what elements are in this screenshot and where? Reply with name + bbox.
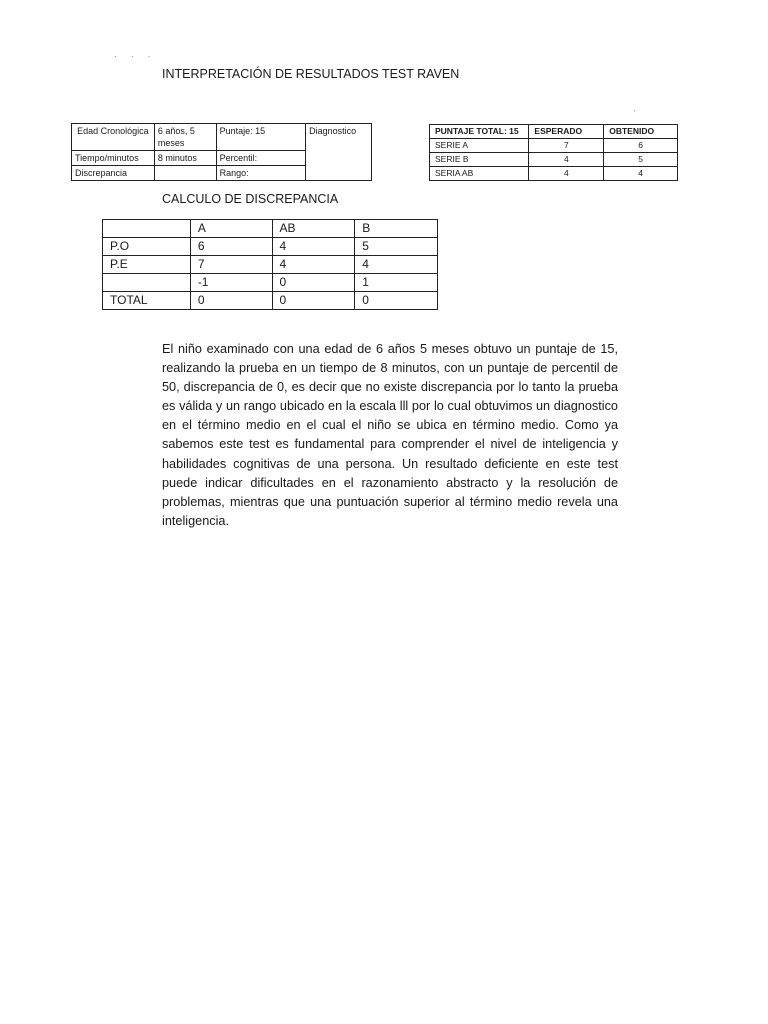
discrepancy-cell: 0 [355, 292, 438, 310]
scan-tick-mark: ' [634, 110, 636, 117]
puntaje-cell: Puntaje: 15 [216, 124, 306, 151]
discrepancy-table [102, 219, 438, 310]
series-esperado-cell: 4 [529, 153, 604, 167]
discrepancy-cell: -1 [190, 274, 272, 292]
discrepancy-cell: 4 [272, 256, 355, 274]
tiempo-value-cell: 8 minutos [154, 151, 216, 166]
series-row [430, 153, 678, 167]
discrepancy-cell: 0 [272, 292, 355, 310]
series-name-cell: SERIE A [430, 139, 529, 153]
series-name-cell: SERIA AB [430, 167, 529, 181]
summary-table [71, 123, 372, 181]
discrepancy-cell: 0 [190, 292, 272, 310]
discrepancy-row [103, 238, 438, 256]
discrepancy-title: CALCULO DE DISCREPANCIA [162, 192, 339, 206]
discrepancia-label-cell: Discrepancia [72, 166, 155, 181]
discrepancy-row-label: P.O [103, 238, 191, 256]
discrepancy-cell: 7 [190, 256, 272, 274]
discrepancy-cell: 1 [355, 274, 438, 292]
series-esperado-cell: 7 [529, 139, 604, 153]
discrepancy-row-label [103, 274, 191, 292]
discrepancy-cell: 0 [272, 274, 355, 292]
document-title: INTERPRETACIÓN DE RESULTADOS TEST RAVEN [162, 67, 460, 81]
discrepancy-cell: 4 [272, 238, 355, 256]
series-header-obtenido: OBTENIDO [604, 125, 678, 139]
series-obtenido-cell: 5 [604, 153, 678, 167]
discrepancy-header-a: A [190, 220, 272, 238]
series-esperado-cell: 4 [529, 167, 604, 181]
series-header-esperado: ESPERADO [529, 125, 604, 139]
series-obtenido-cell: 6 [604, 139, 678, 153]
edad-value-cell: 6 años, 5 meses [154, 124, 216, 151]
rango-cell: Rango: [216, 166, 306, 181]
discrepancy-row [103, 256, 438, 274]
discrepancy-row [103, 274, 438, 292]
series-obtenido-cell: 4 [604, 167, 678, 181]
discrepancy-header-ab: AB [272, 220, 355, 238]
discrepancy-row [103, 292, 438, 310]
discrepancy-cell: 4 [355, 256, 438, 274]
discrepancy-cell: 6 [190, 238, 272, 256]
discrepancy-cell: 5 [355, 238, 438, 256]
discrepancy-row-label: TOTAL [103, 292, 191, 310]
discrepancia-value-cell [154, 166, 216, 181]
series-row [430, 139, 678, 153]
discrepancy-header-b: B [355, 220, 438, 238]
interpretation-paragraph: El niño examinado con una edad de 6 años 5 meses obtuvo un puntaje de 15, realizando la prueba en un tiempo de 8 minutos, con un puntaje de percentil de 50, discrepancia de 0, es decir que no existe discrepancia por lo tanto la prueba es válida y un rango ubicado en la escala lll por lo cual obtuvimos un diagnostico en el término medio en el cual el niño se ubica en término medio. Como ya sabemos este test es fundamental para comprender el nivel de inteligencia y habilidades cognitivas de una persona. Un resultado deficiente en este test puede indicar dificultades en el razonamiento abstracto y la resolución de problemas, mientras que una puntuación superior al término medio revela una inteligencia. [162, 342, 618, 528]
tiempo-label-cell: Tiempo/minutos [72, 151, 155, 166]
scan-specks: · · · [114, 52, 157, 61]
series-header-total: PUNTAJE TOTAL: 15 [430, 125, 529, 139]
edad-label-cell: Edad Cronológica [72, 124, 155, 151]
discrepancy-row-label: P.E [103, 256, 191, 274]
discrepancy-header-cell [103, 220, 191, 238]
percentil-cell: Percentil: [216, 151, 306, 166]
series-score-table [429, 124, 678, 181]
series-row [430, 167, 678, 181]
diagnostico-cell: Diagnostico [306, 124, 372, 181]
series-name-cell: SERIE B [430, 153, 529, 167]
